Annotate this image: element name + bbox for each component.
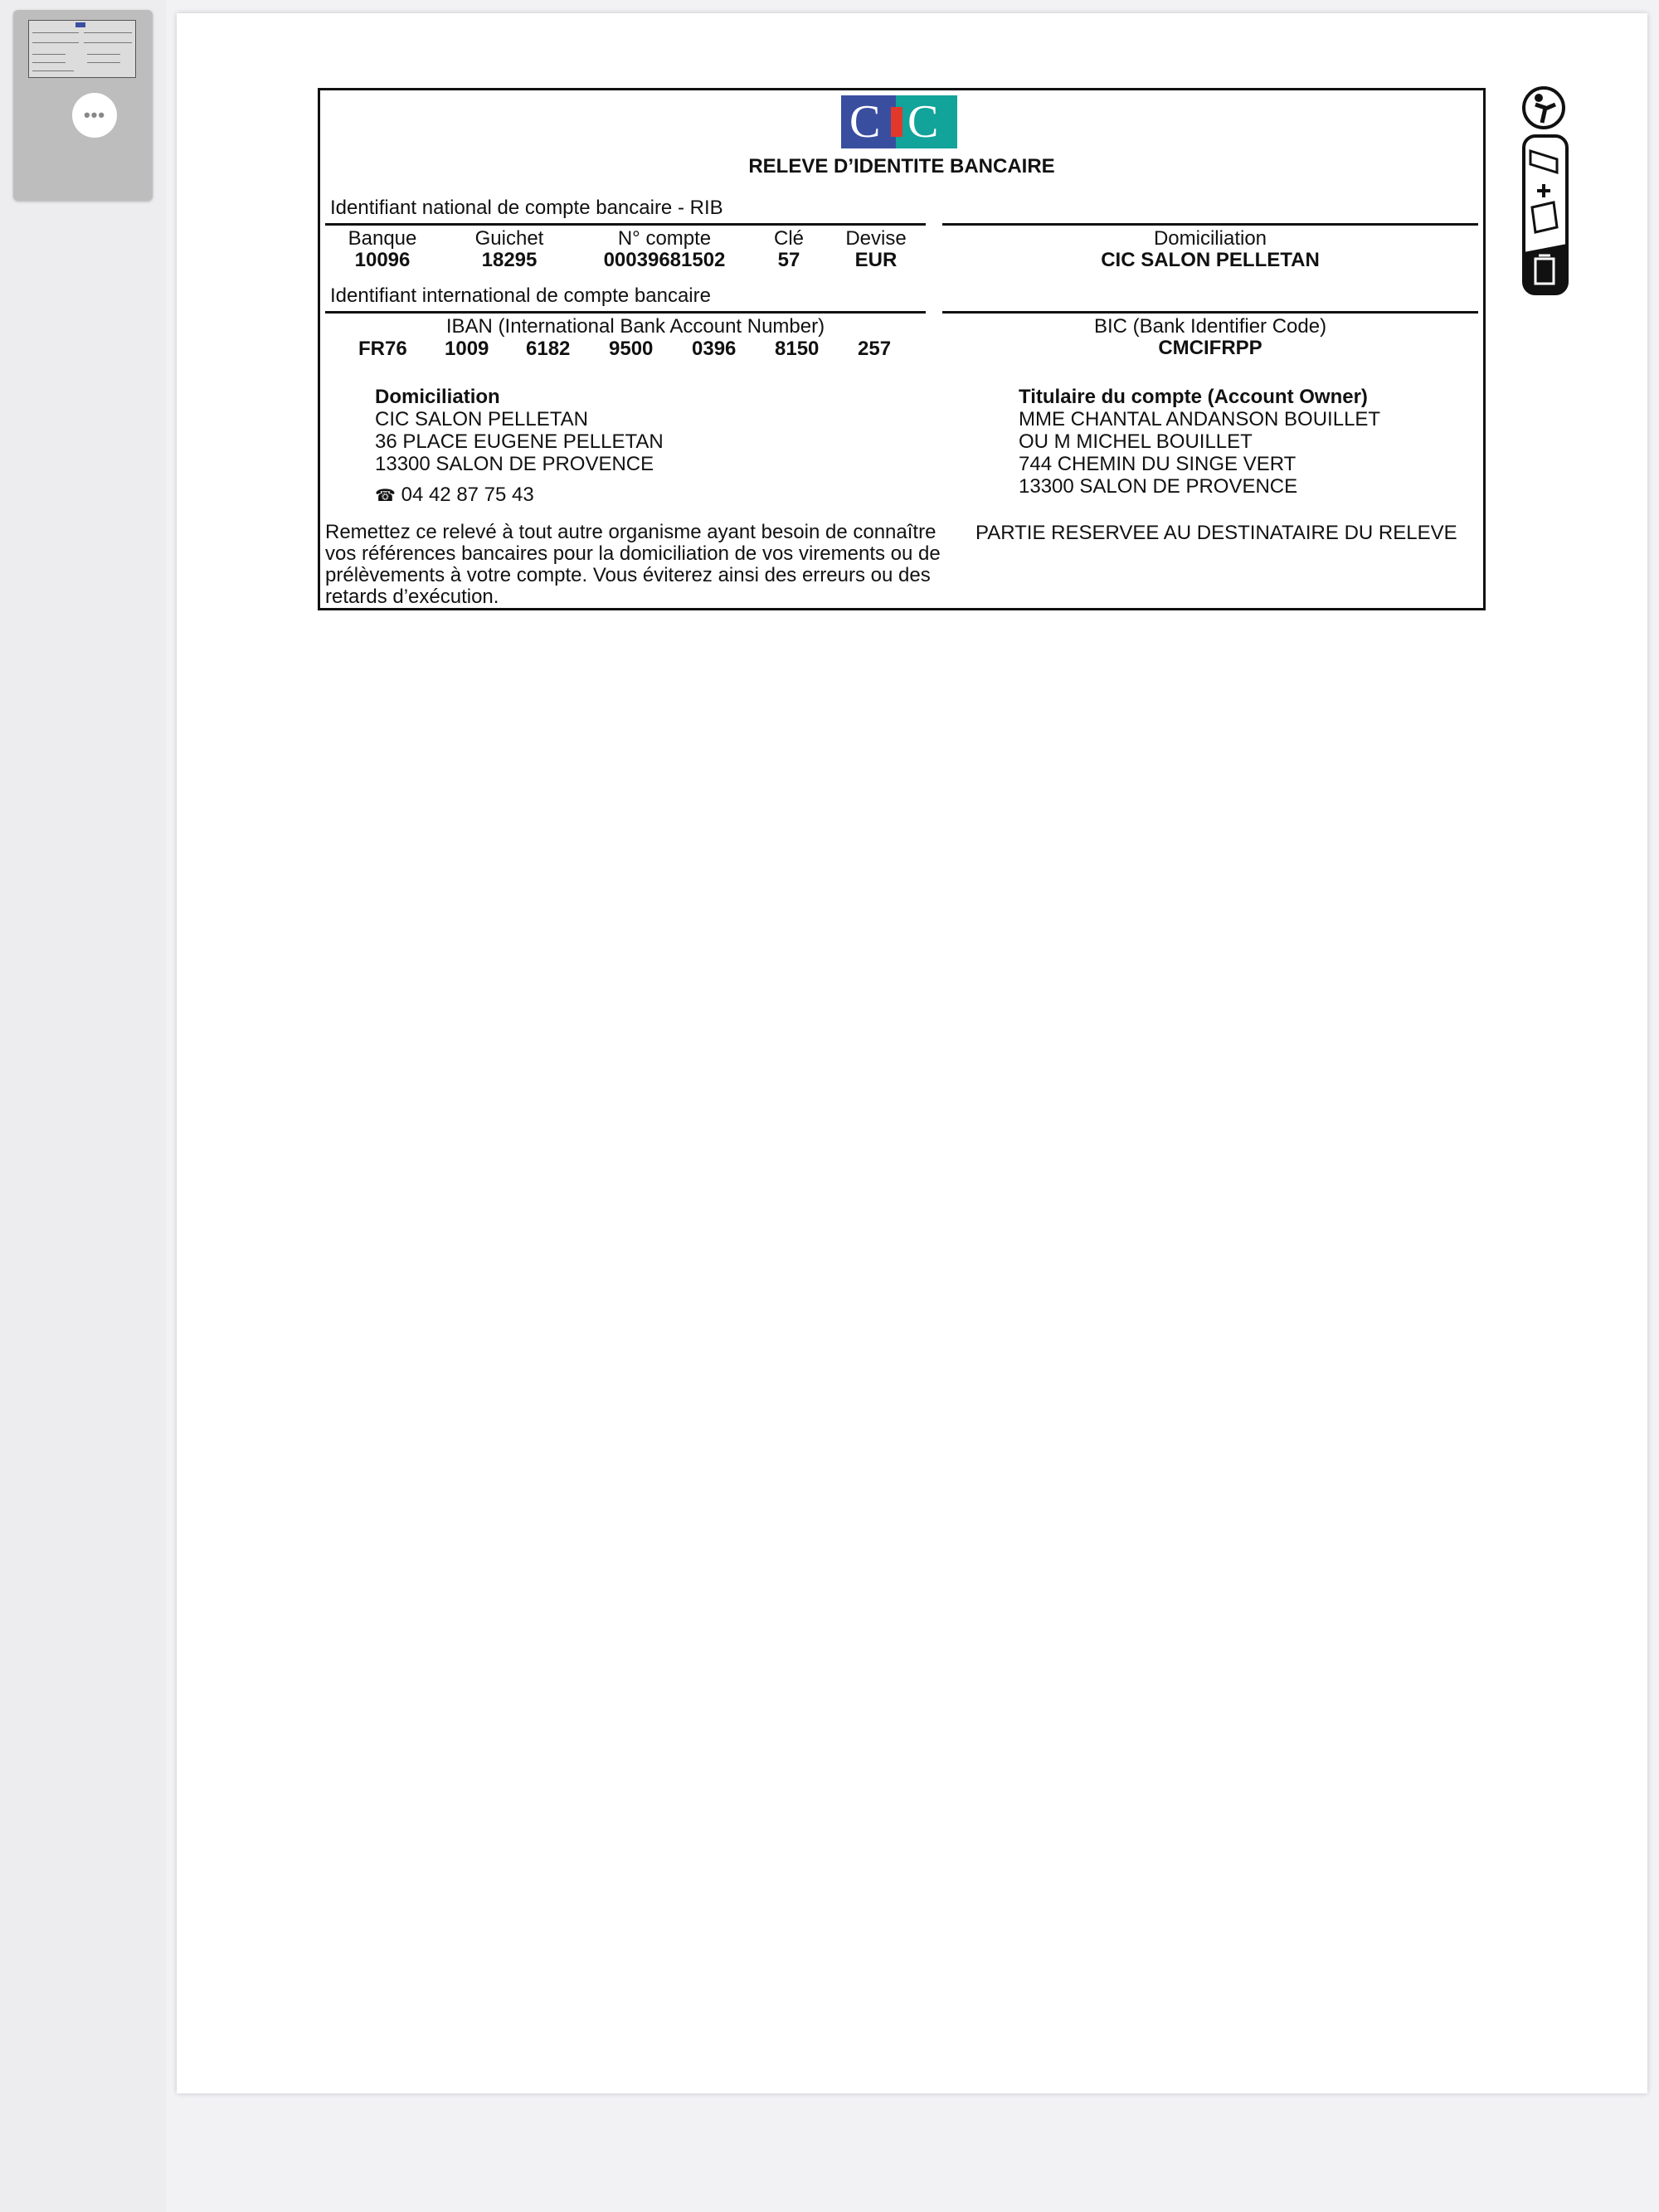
recycling-icons (1520, 86, 1570, 310)
ellipsis-icon: ••• (83, 105, 106, 125)
instruction-note: Remettez ce relevé à tout autre organisme ayant besoin de connaître vos références bancaires pour la domiciliation de vos virements ou de prélèvements à votre compte. Vous éviterez ainsi des erreurs ou des retards d’exécution. (325, 521, 941, 608)
page-thumbnail[interactable] (13, 10, 153, 201)
rib-box (318, 88, 1486, 610)
iban-group: 257 (858, 338, 892, 360)
branch-address: Domiciliation CIC SALON PELLETAN 36 PLACE EUGENE PELLETAN 13300 SALON DE PROVENCE ☎ 04 42 87 75 43 (375, 386, 664, 506)
iban-label: IBAN (International Bank Account Number) (445, 315, 825, 338)
rib-devise: Devise EUR (845, 227, 907, 271)
phone-icon: ☎ (375, 487, 396, 505)
more-options-button[interactable] (72, 93, 117, 138)
rib-banque: Banque 10096 (348, 227, 417, 271)
iban-group: 8150 (775, 338, 820, 360)
branch-phone: 04 42 87 75 43 (401, 484, 534, 506)
reserved-section: PARTIE RESERVEE AU DESTINATAIRE DU RELEVE (975, 522, 1457, 544)
domiciliation-header: Domiciliation CIC SALON PELLETAN (1101, 227, 1320, 271)
iban-group: 9500 (609, 338, 654, 360)
thumbnail-preview (28, 20, 136, 78)
document-page (177, 13, 1647, 2093)
rib-guichet: Guichet 18295 (474, 227, 544, 271)
thumbnail-sidebar (0, 0, 166, 2212)
bic-block: BIC (Bank Identifier Code) CMCIFRPP (1093, 315, 1327, 359)
rib-cle: Clé 57 (773, 227, 804, 271)
rib-compte: N° compte 00039681502 (603, 227, 726, 271)
account-owner: Titulaire du compte (Account Owner) MME CHANTAL ANDANSON BOUILLET OU M MICHEL BOUILLET 744 CHEMIN DU SINGE VERT 13300 SALON DE PROVENCE (1019, 386, 1381, 498)
iban-group: FR76 (358, 338, 407, 360)
cic-logo: C C (841, 95, 957, 148)
iban-group: 6182 (526, 338, 571, 360)
document-title: RELEVE D’IDENTITE BANCAIRE (748, 155, 1055, 177)
rib-section-label: Identifiant national de compte bancaire - RIB (330, 197, 723, 219)
iban-section-label: Identifiant international de compte bancaire (330, 284, 711, 307)
iban-group: 1009 (445, 338, 489, 360)
iban-group: 0396 (692, 338, 737, 360)
